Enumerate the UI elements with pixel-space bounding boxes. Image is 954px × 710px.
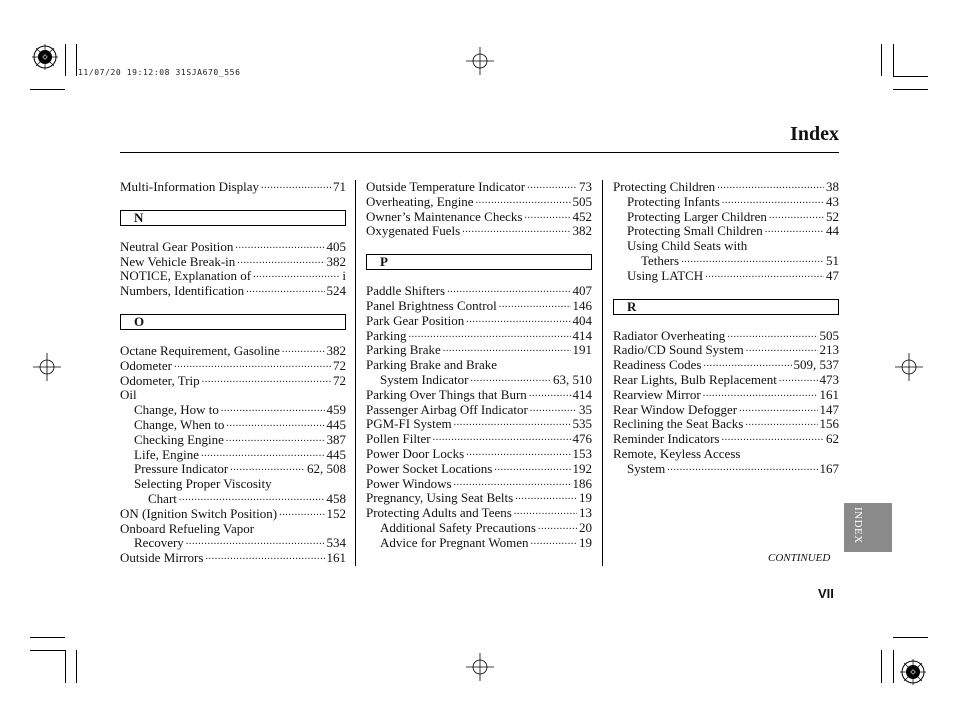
dot-leader [514,508,577,518]
index-entry[interactable] [613,417,839,432]
dot-leader [462,226,570,236]
index-entry[interactable] [613,269,839,284]
section-letter-header: O [120,314,346,330]
dot-leader [524,211,570,221]
index-entry-page: 534 [326,535,346,551]
index-entry[interactable] [366,403,592,418]
index-entry [120,522,346,537]
index-column-1 [120,180,346,566]
index-entry[interactable] [120,344,346,359]
index-entry-page: 72 [333,357,346,373]
index-entry-page: 161 [326,550,346,566]
index-entry-page: 505 [572,193,592,209]
index-entry-page: 72 [333,372,346,388]
dot-leader [253,271,340,281]
index-entry-label: Advice for Pregnant Women [380,534,529,550]
dot-leader [221,405,325,415]
dot-leader [443,345,571,355]
index-entry-label: Oxygenated Fuels [366,223,461,239]
section-letter-header: P [366,254,592,270]
index-entry-page: 186 [572,475,592,491]
page-number: VII [818,586,834,601]
index-entry-page: 404 [572,312,592,328]
index-entry-label: Change, When to [134,416,225,432]
dot-leader [703,360,791,370]
index-entry-label: Park Gear Position [366,312,465,328]
dot-leader [202,375,331,385]
dot-leader [226,420,324,430]
index-entry[interactable] [366,195,592,210]
dot-leader [538,523,577,533]
dot-leader [205,553,324,563]
index-entry-page: 19 [579,534,592,550]
index-entry[interactable] [120,284,346,299]
index-entry[interactable] [613,195,839,210]
index-entry-label: Pregnancy, Using Seat Belts [366,490,514,506]
index-entry-label: Numbers, Identification [120,283,245,299]
index-entry-label: Remote, Keyless Access [613,445,741,461]
index-entry-label: Parking Brake [366,342,441,358]
index-entry-label: Using Child Seats with [627,238,748,254]
index-entry-page: 192 [572,460,592,476]
index-entry-label: Protecting Adults and Teens [366,505,512,521]
index-entry-label: System [627,460,666,476]
index-entry[interactable] [120,403,346,418]
index-entry-page: 167 [819,460,839,476]
index-entry-label: Oil [120,387,137,403]
index-entry-page: 505 [819,327,839,343]
index-entry[interactable] [120,492,346,507]
index-entry[interactable] [366,343,592,358]
index-entry-label: Protecting Larger Children [627,208,767,224]
index-entry-page: 13 [579,505,592,521]
index-entry-label: Radiator Overheating [613,327,726,343]
index-side-tab[interactable] [844,503,892,552]
index-entry-page: 452 [572,208,592,224]
index-entry-page: 161 [819,386,839,402]
index-entry-label: PGM-FI System [366,416,452,432]
index-entry-page: 62 [826,431,839,447]
index-entry-page: 44 [826,223,839,239]
index-entry-label: Panel Brightness Control [366,297,497,313]
index-entry-page: 458 [326,490,346,506]
index-entry-page: 152 [326,505,346,521]
index-entry-page: 535 [572,416,592,432]
dot-leader [527,182,577,192]
index-entry-label: Outside Temperature Indicator [366,179,526,194]
registration-target-left [33,353,61,381]
index-entry-label: Overheating, Engine [366,193,474,209]
index-entry-label: Reminder Indicators [613,431,720,447]
registration-target-top [466,47,494,75]
index-entry[interactable] [366,432,592,447]
index-entry[interactable] [613,210,839,225]
index-entry[interactable] [613,180,839,195]
index-entry-label: Rearview Mirror [613,386,701,402]
index-entry-label: Passenger Airbag Off Indicator [366,401,528,417]
dot-leader [454,419,571,429]
dot-leader [779,375,818,385]
index-entry[interactable] [613,388,839,403]
dot-leader [765,226,824,236]
index-entry-page: 19 [579,490,592,506]
index-entry-page: 382 [326,253,346,269]
dot-leader [667,464,817,474]
index-entry[interactable] [366,491,592,506]
index-entry-label: Additional Safety Precautions [380,519,536,535]
index-entry-label: Recovery [134,535,184,551]
dot-leader [769,211,824,221]
index-entry-label: Rear Window Defogger [613,401,738,417]
index-column-3 [613,180,839,477]
dot-leader [727,330,817,340]
index-entry-label: Parking [366,327,407,343]
index-entry-page: 38 [826,179,839,194]
dot-leader [201,449,325,459]
index-entry [366,358,592,373]
index-entry-label: Protecting Small Children [627,223,763,239]
index-entry[interactable] [120,180,346,195]
dot-leader [529,390,571,400]
section-letter-header: N [120,210,346,226]
index-entry-page: 20 [579,519,592,535]
index-entry-page: 35 [579,401,592,417]
index-entry-page: i [342,268,346,284]
registration-target-right [895,353,923,381]
index-entry-label: Power Door Locks [366,445,465,461]
dot-leader [476,197,571,207]
dot-leader [531,538,577,548]
index-entry-label: Reclining the Seat Backs [613,416,744,432]
index-entry-page: 73 [579,179,592,194]
index-entry-label: Power Socket Locations [366,460,493,476]
index-entry-label: Pressure Indicator [134,461,229,477]
dot-leader [746,345,818,355]
index-entry[interactable] [120,507,346,522]
index-entry-page: 43 [826,193,839,209]
index-entry-label: Parking Brake and Brake [366,357,498,373]
index-entry[interactable] [120,418,346,433]
dot-leader [246,286,324,296]
index-entry-page: 191 [572,342,592,358]
index-entry-label: Using LATCH [627,267,704,283]
index-entry[interactable] [120,448,346,463]
index-entry-label: Parking Over Things that Burn [366,386,527,402]
index-entry-page: 51 [826,252,839,268]
index-entry[interactable] [120,269,346,284]
index-entry-label: Odometer [120,357,172,373]
index-entry[interactable] [120,374,346,389]
index-entry-label: Power Windows [366,475,452,491]
index-entry[interactable] [366,314,592,329]
index-entry[interactable] [366,417,592,432]
index-entry-page: 473 [819,371,839,387]
index-entry-page: 405 [326,238,346,254]
index-entry-label: Protecting Children [613,179,716,194]
dot-leader [447,286,570,296]
index-entry[interactable] [366,388,592,403]
index-entry[interactable] [613,224,839,239]
star-target-bottom-right [900,659,926,685]
dot-leader [722,197,824,207]
index-entry-page: 509, 537 [793,357,839,373]
index-entry [120,388,346,403]
index-entry-label: Pollen Filter [366,431,431,447]
index-entry[interactable] [120,255,346,270]
index-entry-page: 407 [572,283,592,299]
dot-leader [179,494,325,504]
index-entry-label: System Indicator [380,371,469,387]
section-letter-header: R [613,299,839,315]
index-entry-label: Onboard Refueling Vapor [120,520,255,536]
index-entry-page: 146 [572,297,592,313]
index-entry-page: 387 [326,431,346,447]
dot-leader [466,316,570,326]
page-title: Index [790,123,839,145]
index-entry[interactable] [366,477,592,492]
index-entry[interactable] [120,462,346,477]
star-target-top-left [32,44,58,70]
index-entry[interactable] [613,373,839,388]
dot-leader [230,464,305,474]
index-entry [613,239,839,254]
index-entry[interactable] [366,373,592,388]
dot-leader [235,242,324,252]
index-entry-label: Outside Mirrors [120,550,204,566]
index-entry[interactable] [366,224,592,239]
index-entry-page: 63, 510 [553,371,592,387]
dot-leader [717,182,824,192]
index-entry-page: 71 [333,179,346,194]
index-entry[interactable] [366,299,592,314]
index-entry-page: 414 [572,327,592,343]
index-entry-label: Odometer, Trip [120,372,200,388]
dot-leader [454,478,571,488]
index-entry-label: Selecting Proper Viscosity [134,476,272,492]
index-entry-page: 47 [826,267,839,283]
index-entry-page: 147 [819,401,839,417]
index-entry[interactable] [366,462,592,477]
column-divider [355,180,356,566]
dot-leader [226,435,325,445]
index-entry-page: 213 [819,342,839,358]
index-entry[interactable] [366,284,592,299]
index-entry[interactable] [120,240,346,255]
dot-leader [703,390,818,400]
index-entry-label: Owner’s Maintenance Checks [366,208,523,224]
index-entry[interactable] [366,180,592,195]
dot-leader [705,271,824,281]
index-entry-page: 52 [826,208,839,224]
index-entry-label: Rear Lights, Bulb Replacement [613,371,777,387]
index-entry-label: Change, How to [134,402,219,418]
dot-leader [237,256,324,266]
index-entry-label: Life, Engine [134,446,199,462]
dot-leader [681,256,824,266]
index-entry[interactable] [613,358,839,373]
index-entry [120,477,346,492]
continued-note: CONTINUED [768,552,831,564]
index-entry[interactable] [613,462,839,477]
dot-leader [433,434,571,444]
title-rule [120,152,839,153]
print-timestamp: 11/07/20 19:12:08 31SJA670_556 [78,68,241,77]
index-entry-label: Radio/CD Sound System [613,342,744,358]
index-column-2 [366,180,592,551]
index-entry-label: Readiness Codes [613,357,702,373]
index-entry-page: 524 [326,283,346,299]
dot-leader [186,538,325,548]
index-entry-page: 156 [819,416,839,432]
index-entry-page: 445 [326,446,346,462]
index-entry[interactable] [366,521,592,536]
index-entry[interactable] [613,343,839,358]
index-entry-page: 153 [572,445,592,461]
dot-leader [466,449,570,459]
index-entry-page: 62, 508 [307,461,346,477]
index-entry[interactable] [120,359,346,374]
dot-leader [279,509,324,519]
dot-leader [174,361,331,371]
dot-leader [282,346,325,356]
dot-leader [739,404,817,414]
index-entry[interactable] [366,210,592,225]
dot-leader [470,375,551,385]
index-entry-page: 414 [572,386,592,402]
dot-leader [530,404,577,414]
index-entry[interactable] [613,254,839,269]
dot-leader [499,301,571,311]
index-entry-label: New Vehicle Break-in [120,253,236,269]
index-entry-label: Paddle Shifters [366,283,446,299]
dot-leader [515,493,577,503]
index-entry[interactable] [366,536,592,551]
dot-leader [745,419,817,429]
dot-leader [494,464,570,474]
index-entry-page: 382 [326,342,346,358]
column-divider [602,180,603,566]
index-entry[interactable] [613,329,839,344]
index-entry-page: 476 [572,431,592,447]
index-entry-page: 445 [326,416,346,432]
index-entry-label: Chart [148,490,177,506]
index-entry[interactable] [120,433,346,448]
index-entry [613,447,839,462]
index-entry-label: Checking Engine [134,431,224,447]
index-entry[interactable] [366,506,592,521]
registration-target-bottom [466,653,494,681]
index-entry[interactable] [613,432,839,447]
index-entry-label: Octane Requirement, Gasoline [120,342,280,358]
index-entry-label: NOTICE, Explanation of [120,268,252,284]
index-entry[interactable] [120,536,346,551]
index-entry-page: 459 [326,402,346,418]
index-entry[interactable] [366,447,592,462]
dot-leader [261,182,331,192]
index-entry[interactable] [120,551,346,566]
index-entry-label: Neutral Gear Position [120,238,234,254]
index-entry-label: Protecting Infants [627,193,720,209]
index-entry-label: Multi-Information Display [120,179,260,194]
index-entry[interactable] [366,329,592,344]
index-entry-page: 382 [572,223,592,239]
index-tab-label: INDEX [852,507,864,544]
index-entry-label: ON (Ignition Switch Position) [120,505,278,521]
index-entry[interactable] [613,403,839,418]
dot-leader [722,434,825,444]
dot-leader [408,330,570,340]
index-entry-label: Tethers [641,252,680,268]
